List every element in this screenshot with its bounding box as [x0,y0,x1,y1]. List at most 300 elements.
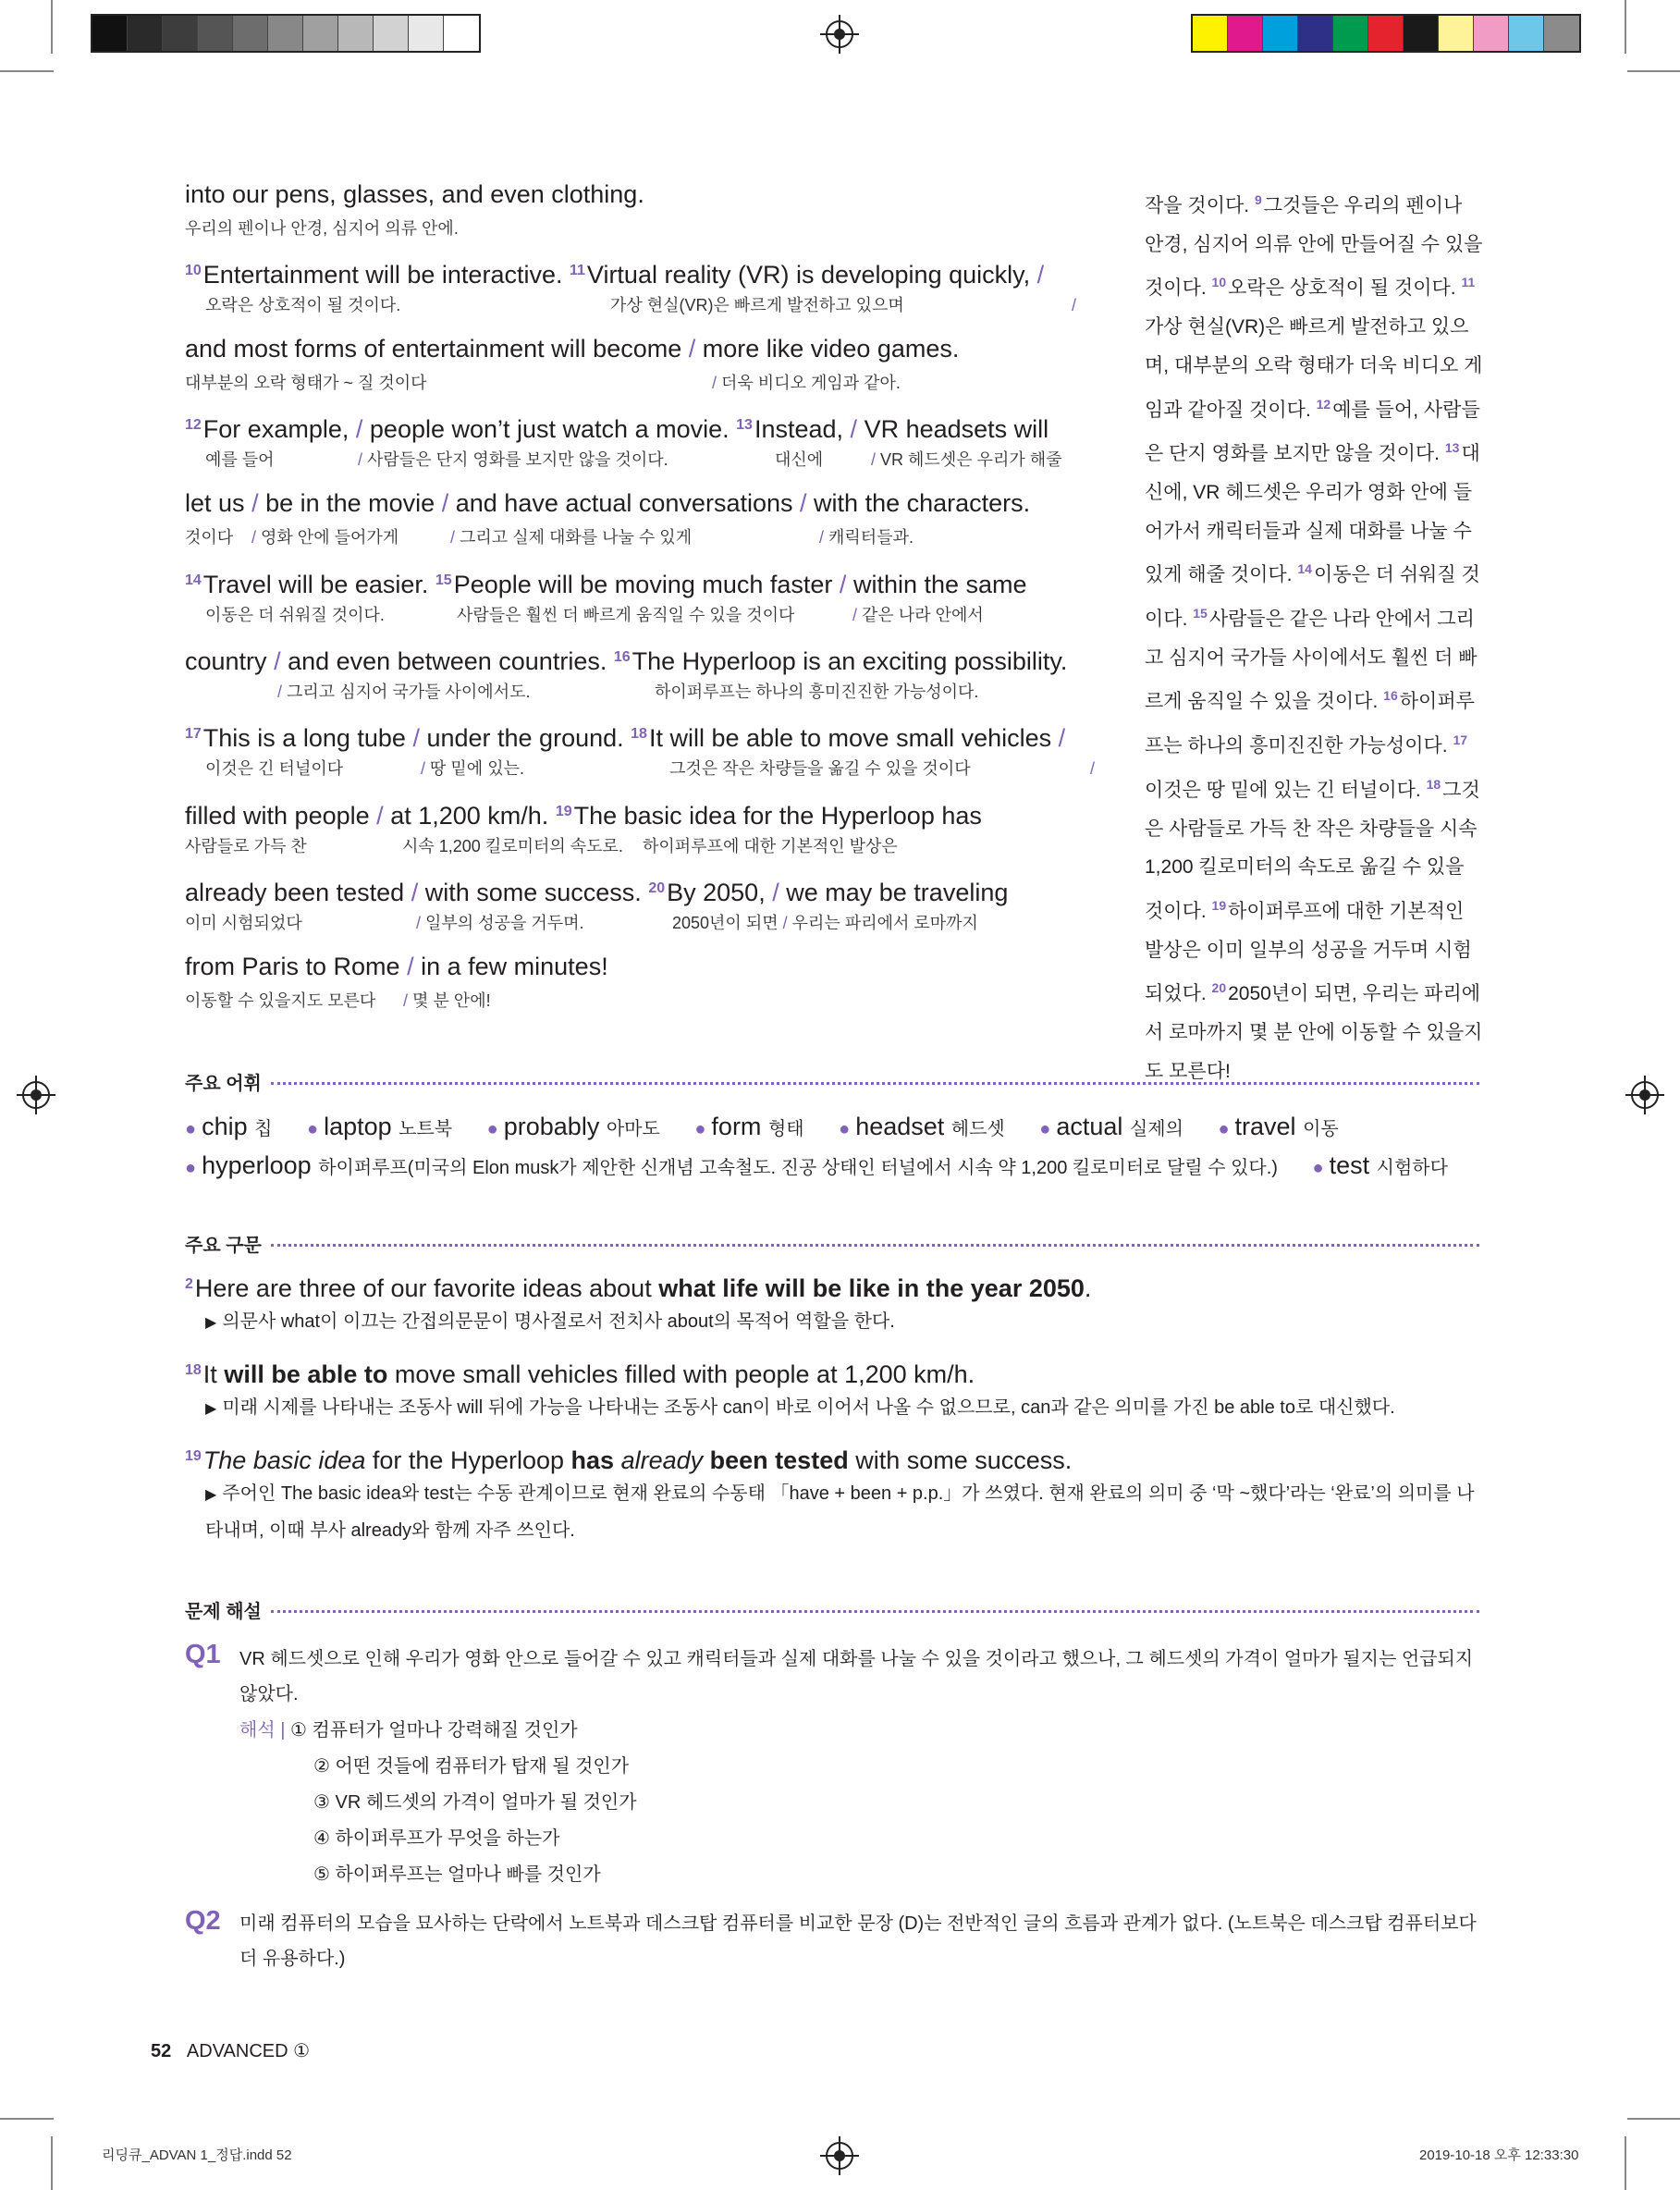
color-swatch [1404,16,1439,51]
en-text: The Hyperloop is an exciting possibility. [632,647,1068,675]
sentence-number: 15 [1193,606,1208,621]
vocab-meaning: 노트북 [399,1119,453,1139]
ko-text: 오락은 상호적이 될 것이다. [205,296,401,314]
en-text: and most forms of entertainment will become [185,335,682,363]
en-text: in a few minutes! [421,953,608,980]
crop-mark [0,2118,54,2120]
vocab-item [307,1113,452,1140]
chunk-slash: / [403,991,409,1010]
chunk-slash: / [871,450,877,469]
sentence-number: 14 [1297,561,1312,577]
reading-line-ko [185,527,233,548]
ko-text: 이미 시험되었다 [185,914,302,932]
reading-line-ko [185,218,459,239]
grammar-note [205,1304,1486,1341]
chunk-slash: / [251,489,259,517]
en-text: Instead, [754,415,844,443]
reading-line-ko [185,990,375,1011]
chunk-slash: / [450,528,456,547]
reading-line-ko [205,605,385,625]
emphasis-text: will be able to [224,1360,388,1388]
reading-line-ko [450,527,692,548]
chunk-slash: / [1072,296,1077,314]
sentence-number: 18 [185,1362,202,1378]
en-text: It [202,1360,225,1388]
chunk-slash: / [441,489,449,517]
ko-text: 캐릭터들과. [828,528,914,547]
vocab-word: chip [202,1113,248,1140]
translation-text: 예를 들어, 사람들은 단지 영화를 보지만 않을 것이다. [1145,399,1480,465]
registration-mark-icon [22,1081,50,1109]
reading-line-en [185,873,1008,908]
en-text [703,1446,710,1474]
en-text: at 1,200 km/h. [390,802,549,830]
gray-swatch [233,16,268,51]
reading-line-ko [416,913,584,933]
bullet-icon: ● [486,1119,498,1139]
reading-line-ko [185,373,427,393]
color-swatch [1298,16,1333,51]
chunk-slash: / [411,879,419,906]
chunk-slash: / [416,914,422,932]
sentence-number: 19 [185,1448,202,1464]
reading-line-en [185,410,1048,445]
problems-section-heading [185,1596,1479,1623]
reading-line-ko [871,449,1062,470]
ko-text: 그리고 심지어 국가들 사이에서도. [287,683,531,701]
en-text: with some success. [848,1446,1073,1474]
sentence-number: 13 [736,417,753,433]
crop-mark [1625,0,1626,54]
bullet-icon: ● [1312,1158,1324,1178]
option-row [239,1749,637,1785]
vocab-item [185,1151,1278,1179]
vocab-word: test [1329,1151,1370,1179]
color-swatch [1193,16,1228,51]
registration-mark-icon [1631,1081,1659,1109]
grammar-sentence [185,1354,975,1391]
translation-text: 작을 것이다. [1145,195,1250,216]
sentence-number: 20 [648,880,666,896]
en-text: Travel will be easier. [202,571,429,598]
en-text: filled with people [185,802,370,830]
en-text: VR headsets will [864,415,1049,443]
page-number: 52 [151,2041,172,2061]
process-color-bar [1191,14,1581,53]
reading-line-en [185,333,959,364]
reading-line-en [185,642,1067,677]
en-text: for the Hyperloop [365,1446,571,1474]
triangle-arrow-icon: ▶ [205,1315,217,1331]
gray-swatch [128,16,163,51]
chunk-slash: / [1036,261,1045,289]
ko-text: 이동은 더 쉬워질 것이다. [205,606,385,624]
reading-line-en [185,487,1030,519]
reading-line-ko [185,836,307,856]
gray-swatch [163,16,198,51]
option-text: ② 어떤 것들에 컴퓨터가 탑재 될 것인가 [313,1756,630,1777]
en-text: and have actual conversations [455,489,793,517]
color-swatch [1368,16,1404,51]
vocab-meaning: 헤드셋 [950,1119,1005,1139]
ko-text: 몇 분 안에! [412,991,491,1010]
reading-line-ko [185,913,302,933]
bullet-icon: ● [839,1119,851,1139]
sentence-number: 10 [1211,275,1227,290]
sentence-number: 18 [631,726,647,742]
sentence-number: 19 [1211,897,1227,913]
en-text: already been tested [185,879,405,906]
en-text: Here are three of our favorite ideas about [194,1274,659,1302]
vocab-item [185,1113,272,1140]
en-text: Entertainment will be interactive. [202,261,563,289]
reading-line-ko [1072,295,1076,315]
emphasis-text: what life will be like in the year 2050 [658,1274,1085,1302]
translation-text: 그것은 사람들로 가득 찬 작은 차량들을 시속 1,200 킬로미터의 속도로 옮길 수 있을 것이다. [1145,779,1480,922]
ko-text: 2050년이 되면 [672,914,779,932]
translation-text: 사람들은 같은 나라 안에서 그리고 심지어 국가들 사이에서도 훨씬 더 빠르게 움직일 수 있을 것이다. [1145,609,1478,713]
ko-text: 사람들은 단지 영화를 보지만 않을 것이다. [367,450,668,469]
reading-line-ko [775,449,823,470]
en-text: move small vehicles filled with people at 1,200 km/h. [387,1360,975,1388]
chunk-slash: / [688,335,696,363]
dotted-rule [271,1244,1479,1247]
grammar-sentence [185,1268,1091,1305]
sentence-number: 12 [185,417,202,433]
vocab-section-heading [185,1068,1479,1095]
crop-mark [51,0,53,54]
option-row [239,1713,637,1749]
question-explanation: 미래 컴퓨터의 모습을 묘사하는 단락에서 노트북과 데스크탑 컴퓨터를 비교한 문장 (D)는 전반적인 글의 흐름과 관계가 없다. (노트북은 데스크탑 컴퓨터보다 더 유용하다.) [239,1913,1477,1969]
chunk-slash: / [819,528,825,547]
reading-line-en [185,719,1065,754]
crop-mark [0,70,54,72]
color-swatch [1439,16,1474,51]
section-title: 주요 구문 [185,1236,262,1256]
ko-text: 시속 1,200 킬로미터의 속도로. [402,837,623,855]
chunk-slash: / [277,683,283,701]
chunk-slash: / [407,953,414,980]
reading-line-ko [655,682,978,702]
registration-mark-icon [826,2142,853,2170]
dotted-rule [271,1082,1479,1085]
vocab-meaning: 형태 [767,1119,804,1139]
sentence-number: 16 [613,649,631,665]
option-text: ① 컴퓨터가 얼마나 강력해질 것인가 [289,1720,578,1741]
page-footer [151,2039,310,2062]
dotted-rule [271,1610,1479,1613]
reading-line-ko [403,990,491,1011]
reading-line-ko [457,605,794,625]
translation-text: 2050년이 되면, 우리는 파리에서 로마까지 몇 분 안에 이동할 수 있을지도 모른다! [1145,983,1483,1082]
ko-text: 예를 들어 [205,450,275,469]
chunk-slash: / [772,879,779,906]
vocab-item [1039,1113,1183,1140]
question-label: Q2 [185,1906,221,1936]
emphasis-text: has [570,1446,615,1474]
chunk-slash: / [839,571,847,598]
gray-swatch [198,16,233,51]
chunk-slash: / [358,450,363,469]
option-row [239,1785,637,1821]
reading-line-ko [643,836,898,856]
sentence-number: 2 [185,1276,193,1292]
triangle-arrow-icon: ▶ [205,1401,217,1417]
sentence-number: 19 [555,804,572,819]
grammar-section-heading [185,1230,1479,1257]
note-text: 미래 시제를 나타내는 조동사 will 뒤에 가능을 나타내는 조동사 can이 바로 이어서 나올 수 없으므로, can과 같은 의미를 가진 be able to로 대신했다. [222,1397,1395,1418]
vocab-word: headset [855,1113,945,1140]
option-text: ④ 하이퍼루프가 무엇을 하는가 [313,1828,560,1849]
vocab-item [694,1113,803,1140]
print-slug-date: 2019-10-18 오후 12:33:30 [1419,2147,1579,2163]
ko-text: 이동할 수 있을지도 모른다 [185,991,376,1010]
gray-swatch [409,16,444,51]
translation-text: 오락은 상호적이 될 것이다. [1228,277,1456,300]
crop-mark [1627,2118,1680,2120]
chunk-slash: / [1058,724,1066,752]
sentence-number: 16 [1383,688,1398,704]
crop-mark [51,2136,53,2190]
en-text: into our pens, glasses, and even clothing. [185,180,644,208]
gray-swatch [303,16,338,51]
color-swatch [1333,16,1368,51]
reading-line-ko [712,373,901,393]
vocab-meaning: 실제의 [1129,1119,1183,1139]
en-text: country [185,647,267,675]
sentence-number: 15 [435,572,452,588]
section-title: 문제 해설 [185,1602,262,1622]
reading-line-ko [669,758,971,779]
translation-options [239,1713,637,1893]
chunk-slash: / [782,914,788,932]
vocab-word: probably [503,1113,600,1140]
ko-text: 땅 밑에 있는. [430,759,524,778]
en-text: under the ground. [426,724,624,752]
reading-line-ko [402,836,623,856]
en-text [614,1446,621,1474]
vocab-item [487,1113,660,1140]
reading-line-ko [205,449,275,470]
en-text: with some success. [424,879,642,906]
gray-color-bar [91,14,481,53]
en-text: By 2050, [667,879,766,906]
ko-text: VR 헤드셋은 우리가 해줄 [880,450,1062,469]
book-title: ADVANCED ① [186,2041,311,2061]
crop-mark [1625,2136,1626,2190]
vocab-meaning: 아마도 [606,1119,660,1139]
ko-text: 그것은 작은 차량들을 옮길 수 있을 것이다 [669,759,971,778]
color-swatch [1228,16,1263,51]
vocab-row [185,1147,1476,1187]
ko-text: 사람들은 훨씬 더 빠르게 움직일 수 있을 것이다 [457,606,795,624]
ko-text: 것이다 [185,528,234,547]
vocab-word: hyperloop [202,1151,312,1179]
vocab-item [839,1113,1005,1140]
gray-swatch [268,16,303,51]
reading-line-ko [852,605,984,625]
reading-line-en [185,796,982,831]
sentence-number: 20 [1211,980,1227,996]
sentence-number: 10 [185,263,202,278]
registration-mark-icon [826,20,853,48]
reading-line-ko [421,758,524,779]
bullet-icon: ● [1039,1119,1051,1139]
note-text: 주어인 The basic idea와 test는 수동 관계이므로 현재 완료의 수동태 「have + been + p.p.」가 쓰였다. 현재 완료의 의미 중 ‘막 ~했다’라는 ‘완료’의 의미를 나타내며, 이때 부사 already와 함께 자주 쓰인다. [205,1483,1475,1541]
en-text: This is a long tube [202,724,406,752]
grammar-sentence [185,1440,1072,1477]
sentence-number: 12 [1316,396,1331,412]
ko-text: 하이퍼루프는 하나의 흥미진진한 가능성이다. [655,683,979,701]
vocab-word: travel [1234,1113,1296,1140]
bullet-icon: ● [185,1158,197,1178]
reading-line-en [185,565,1027,600]
chunk-slash: / [376,802,384,830]
ko-text: 우리는 파리에서 로마까지 [791,914,978,932]
sentence-number: 17 [185,726,202,742]
bullet-icon: ● [1218,1119,1230,1139]
en-text: and even between countries. [288,647,607,675]
en-text: For example, [202,415,349,443]
chunk-slash: / [1090,759,1096,778]
gray-swatch [338,16,374,51]
sentence-number: 17 [1453,732,1468,748]
reading-line-ko [1090,758,1095,779]
vocab-meaning: 시험하다 [1376,1158,1448,1178]
ko-text: 하이퍼루프에 대한 기본적인 발상은 [643,837,898,855]
grammar-note [205,1476,1486,1548]
question-explanation: VR 헤드셋으로 인해 우리가 영화 안으로 들어갈 수 있고 캐릭터들과 실제 대화를 나눌 수 있을 것이라고 했으나, 그 헤드셋의 가격이 얼마가 될지는 언급되지 않았다. [239,1649,1474,1704]
vocab-item [1218,1113,1338,1140]
chunk-slash: / [852,606,858,624]
chunk-slash: / [850,415,858,443]
vocab-meaning: 칩 [254,1119,273,1139]
chunk-slash: / [800,489,807,517]
gray-swatch [374,16,409,51]
reading-line-ko [205,295,400,315]
vocab-item [1312,1151,1447,1179]
sentence-number: 9 [1254,192,1262,207]
reading-line-ko [205,758,343,779]
translation-text: 가상 현실(VR)은 빠르게 발전하고 있으며, 대부분의 오락 형태가 더욱 비디오 게임과 같아질 것이다. [1145,316,1483,421]
en-text: let us [185,489,245,517]
bullet-icon: ● [185,1119,197,1139]
question-label: Q1 [185,1640,221,1669]
en-text: . [1084,1274,1092,1302]
ko-text: 같은 나라 안에서 [862,606,984,624]
en-text: within the same [852,571,1027,598]
ko-text: 우리의 펜이나 안경, 심지어 의류 안에. [185,219,459,238]
bullet-icon: ● [694,1119,706,1139]
gray-swatch [92,16,128,51]
en-text: It will be able to move small vehicles [648,724,1052,752]
translation-tag: 해석 | [239,1720,286,1741]
translation-text: 하이퍼루프는 하나의 흥미진진한 가능성이다. [1145,691,1475,757]
sentence-number: 11 [1461,275,1476,290]
gray-swatch [444,16,479,51]
emphasis-text: been tested [709,1446,849,1474]
translation-text: 하이퍼루프에 대한 기본적인 발상은 이미 일부의 성공을 거두며 시험되었다. [1145,900,1472,1005]
emphasis-italic: The basic idea [202,1446,366,1474]
vocab-word: form [711,1113,762,1140]
option-row [239,1821,637,1857]
color-swatch [1474,16,1509,51]
en-text: we may be traveling [786,879,1009,906]
translation-text: 이동은 더 쉬워질 것이다. [1145,564,1480,631]
sentence-number: 14 [185,572,202,588]
translation-text: 그것들은 우리의 펜이나 안경, 심지어 의류 안에 만들어질 수 있을 것이다. [1145,195,1483,300]
sentence-number: 13 [1444,440,1460,456]
option-text: ③ VR 헤드셋의 가격이 얼마가 될 것인가 [313,1792,637,1813]
color-swatch [1509,16,1544,51]
chunk-slash: / [712,374,717,392]
ko-text: 그리고 실제 대화를 나눌 수 있게 [460,528,693,547]
triangle-arrow-icon: ▶ [205,1487,217,1503]
en-text: People will be moving much faster [453,571,833,598]
bullet-icon: ● [306,1119,319,1139]
emphasis-italic: already [620,1446,704,1474]
translation-text: 이것은 땅 밑에 있는 긴 터널이다. [1145,779,1421,801]
note-text: 의문사 what이 이끄는 간접의문문이 명사절로서 전치사 about의 목적어 역할을 한다. [222,1311,895,1332]
ko-text: 대부분의 오락 형태가 ~ 질 것이다 [185,374,427,392]
reading-line-ko [819,527,914,548]
chunk-slash: / [421,759,426,778]
reading-line-ko [672,913,978,933]
en-text: with the characters. [814,489,1031,517]
color-swatch [1263,16,1298,51]
chunk-slash: / [251,528,257,547]
vocab-row [185,1108,1367,1148]
option-text: ⑤ 하이퍼루프는 얼마나 빠를 것인가 [313,1864,601,1885]
chunk-slash: / [412,724,420,752]
ko-text: 사람들로 가득 찬 [185,837,307,855]
ko-text: 대신에 [775,450,824,469]
crop-mark [1627,70,1680,72]
translation-text: 대신에, VR 헤드셋은 우리가 영화 안에 들어가서 캐릭터들과 실제 대화를 나눌 수 있게 해줄 것이다. [1145,443,1480,586]
ko-text: 일부의 성공을 거두며. [425,914,584,932]
chunk-slash: / [274,647,281,675]
section-title: 주요 어휘 [185,1074,262,1094]
en-text: from Paris to Rome [185,953,400,980]
en-text: people won’t just watch a movie. [369,415,730,443]
reading-line-ko [358,449,668,470]
ko-text: 가상 현실(VR)은 빠르게 발전하고 있으며 [610,296,904,314]
vocab-meaning: 하이퍼루프(미국의 Elon musk가 제안한 신개념 고속철도. 진공 상태인 터널에서 시속 약 1,200 킬로미터로 달릴 수 있다.) [318,1158,1278,1178]
en-text: more like video games. [702,335,960,363]
ko-text: 더욱 비디오 게임과 같아. [721,374,901,392]
ko-text: 이것은 긴 터널이다 [205,759,344,778]
color-swatch [1544,16,1579,51]
reading-line-en [185,951,608,982]
sentence-number: 18 [1426,776,1441,792]
reading-line-ko [277,682,530,702]
vocab-word: actual [1056,1113,1123,1140]
vocab-word: laptop [324,1113,392,1140]
en-text: Virtual reality (VR) is developing quickly, [586,261,1031,289]
en-text: The basic idea for the Hyperloop has [573,802,982,830]
grammar-note [205,1390,1486,1427]
print-slug-file: 리딩큐_ADVAN 1_정답.indd 52 [102,2147,292,2163]
reading-line-ko [251,527,399,548]
reading-line-ko [610,295,904,315]
reading-line-en [185,178,644,210]
option-row [239,1857,637,1893]
full-translation [1145,181,1483,1090]
vocab-meaning: 이동 [1303,1119,1339,1139]
en-text: be in the movie [265,489,435,517]
sentence-number: 11 [570,263,585,278]
reading-line-en [185,255,1044,290]
